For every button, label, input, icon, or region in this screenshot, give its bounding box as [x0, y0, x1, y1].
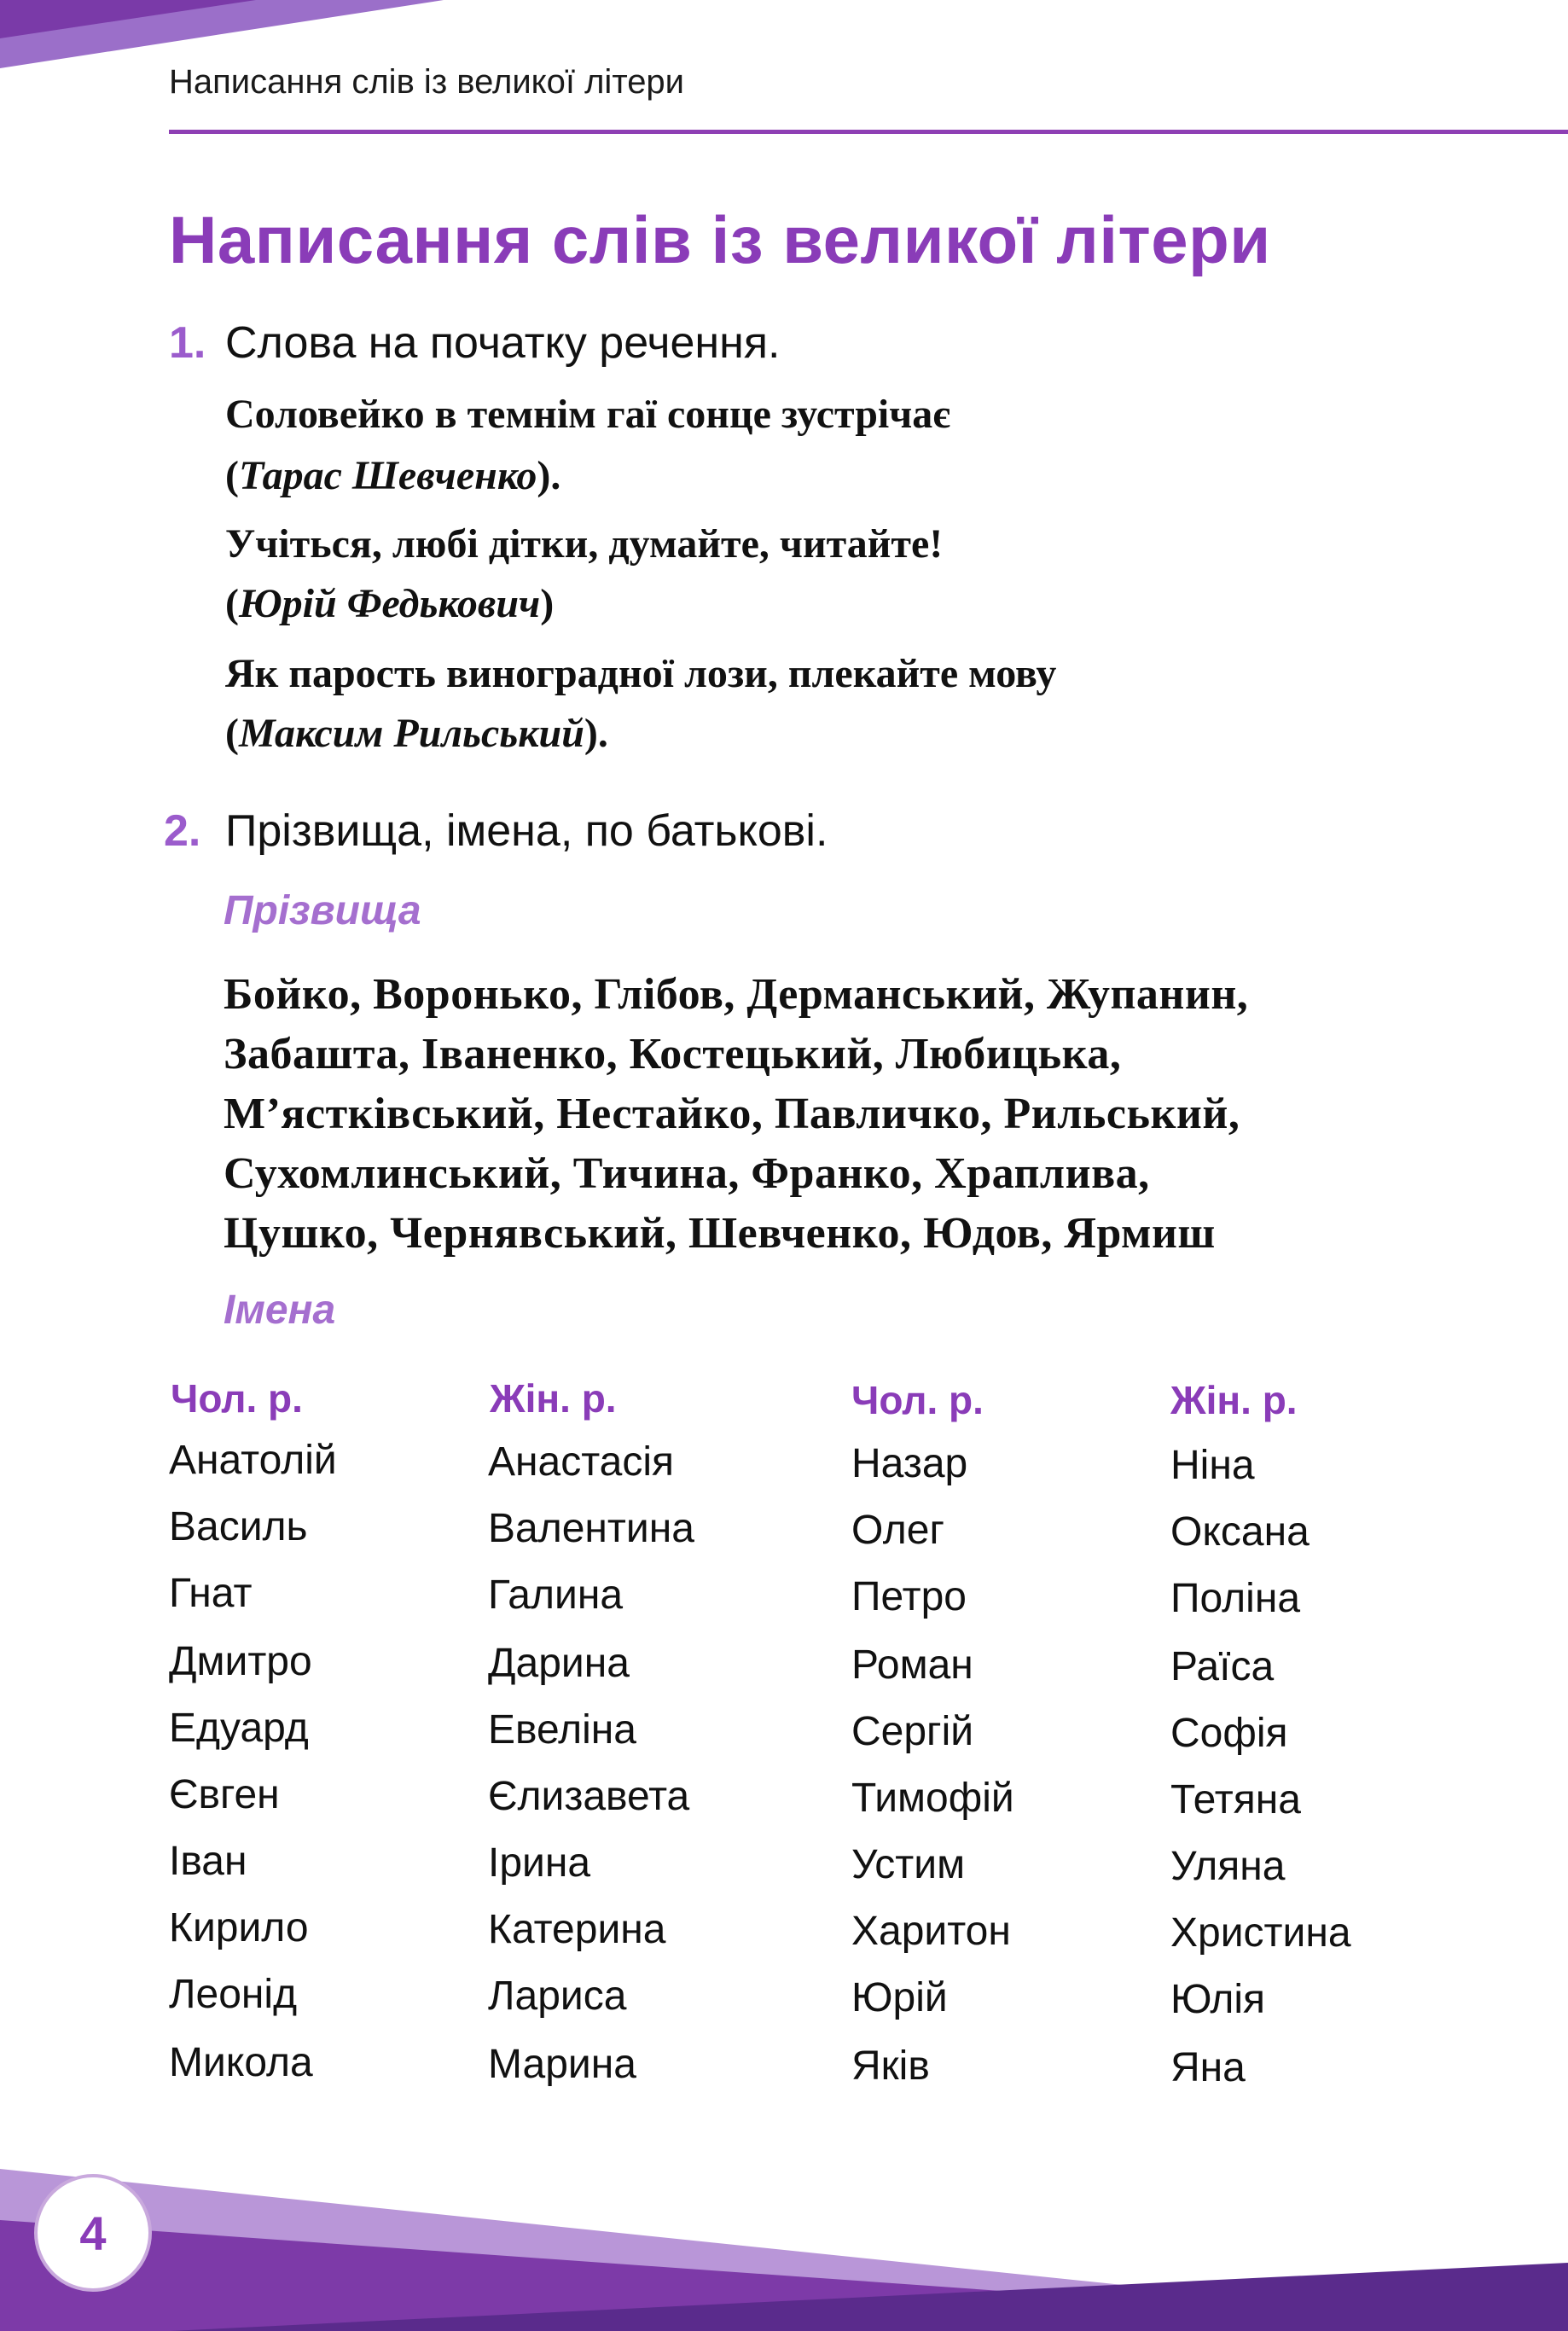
surname-line: Цушко, Чернявський, Шевченко, Юдов, Ярмиш	[224, 1209, 1216, 1258]
running-header: Написання слів із великої літери	[169, 63, 685, 101]
column-header-female: Жін. р.	[490, 1376, 617, 1421]
header-rule	[169, 130, 1568, 134]
page-number: 4	[34, 2174, 152, 2292]
section-1-number: 1.	[169, 318, 206, 368]
quote-1-text: Соловейко в темнім гаї сонце зустрічає	[225, 392, 951, 437]
name-item: Лариса	[488, 1974, 627, 2019]
name-item: Софія	[1170, 1711, 1288, 1756]
name-item: Ніна	[1170, 1443, 1255, 1488]
author-name: Максим Рильський	[238, 711, 584, 756]
name-item: Леонід	[169, 1972, 298, 2017]
name-item: Анастасія	[488, 1439, 675, 1485]
quote-2-author: (Юрій Федькович)	[225, 581, 555, 626]
name-item: Тетяна	[1170, 1777, 1301, 1822]
name-item: Катерина	[488, 1907, 666, 1952]
quote-3-author: (Максим Рильський).	[225, 711, 608, 756]
name-item: Ірина	[488, 1840, 591, 1886]
name-item: Марина	[488, 2042, 636, 2087]
name-item: Поліна	[1170, 1576, 1301, 1621]
name-item: Уляна	[1170, 1844, 1286, 1889]
name-item: Сергій	[851, 1709, 974, 1754]
name-item: Юлія	[1170, 1977, 1265, 2022]
surnames-label: Прізвища	[224, 888, 421, 933]
name-item: Христина	[1170, 1910, 1351, 1956]
name-item: Валентина	[488, 1506, 694, 1551]
author-name: Тарас Шевченко	[238, 453, 537, 498]
quote-1-author: (Тарас Шевченко).	[225, 453, 561, 498]
name-item: Євген	[169, 1772, 280, 1817]
name-item: Гнат	[169, 1571, 253, 1616]
surname-line: М’ястківський, Нестайко, Павличко, Рильський,	[224, 1090, 1240, 1138]
name-item: Кирило	[169, 1905, 309, 1950]
surname-line: Сухомлинський, Тичина, Франко, Храплива,	[224, 1149, 1150, 1198]
name-item: Микола	[169, 2040, 313, 2085]
quote-3-text: Як парость виноградної лози, плекайте мову	[225, 651, 1057, 696]
author-name: Юрій Федькович	[238, 581, 541, 626]
page-title: Написання слів із великої літери	[169, 202, 1271, 277]
section-2-heading: Прізвища, імена, по батькові.	[225, 806, 828, 856]
column-header-male: Чол. р.	[171, 1376, 303, 1421]
name-item: Єлизавета	[488, 1774, 690, 1819]
name-item: Раїса	[1170, 1644, 1275, 1689]
names-label: Імена	[224, 1288, 336, 1333]
name-item: Едуард	[169, 1706, 309, 1751]
column-header-male: Чол. р.	[851, 1378, 984, 1422]
name-item: Назар	[851, 1441, 968, 1486]
name-item: Дарина	[488, 1641, 630, 1686]
name-item: Анатолій	[169, 1438, 337, 1483]
name-item: Евеліна	[488, 1707, 636, 1753]
name-item: Оксана	[1170, 1509, 1310, 1555]
name-item: Тимофій	[851, 1776, 1014, 1821]
name-item: Яна	[1170, 2045, 1246, 2090]
name-item: Іван	[169, 1839, 247, 1884]
quote-2-text: Учіться, любі дітки, думайте, читайте!	[225, 521, 944, 567]
surname-line: Бойко, Воронько, Глібов, Дерманський, Жупанин,	[224, 970, 1249, 1019]
name-item: Юрій	[851, 1975, 948, 2020]
name-item: Дмитро	[169, 1639, 312, 1684]
section-2-number: 2.	[164, 806, 201, 856]
name-item: Яків	[851, 2043, 930, 2089]
surname-line: Забашта, Іваненко, Костецький, Любицька,	[224, 1030, 1122, 1078]
name-item: Василь	[169, 1504, 308, 1549]
name-item: Роман	[851, 1642, 973, 1688]
section-1-heading: Слова на початку речення.	[225, 318, 781, 368]
name-item: Устим	[851, 1842, 966, 1887]
column-header-female: Жін. р.	[1170, 1378, 1298, 1422]
name-item: Петро	[851, 1574, 967, 1619]
name-item: Галина	[488, 1572, 624, 1618]
corner-decoration-bottom	[0, 2118, 1568, 2331]
name-item: Харитон	[851, 1909, 1011, 1954]
name-item: Олег	[851, 1508, 945, 1553]
